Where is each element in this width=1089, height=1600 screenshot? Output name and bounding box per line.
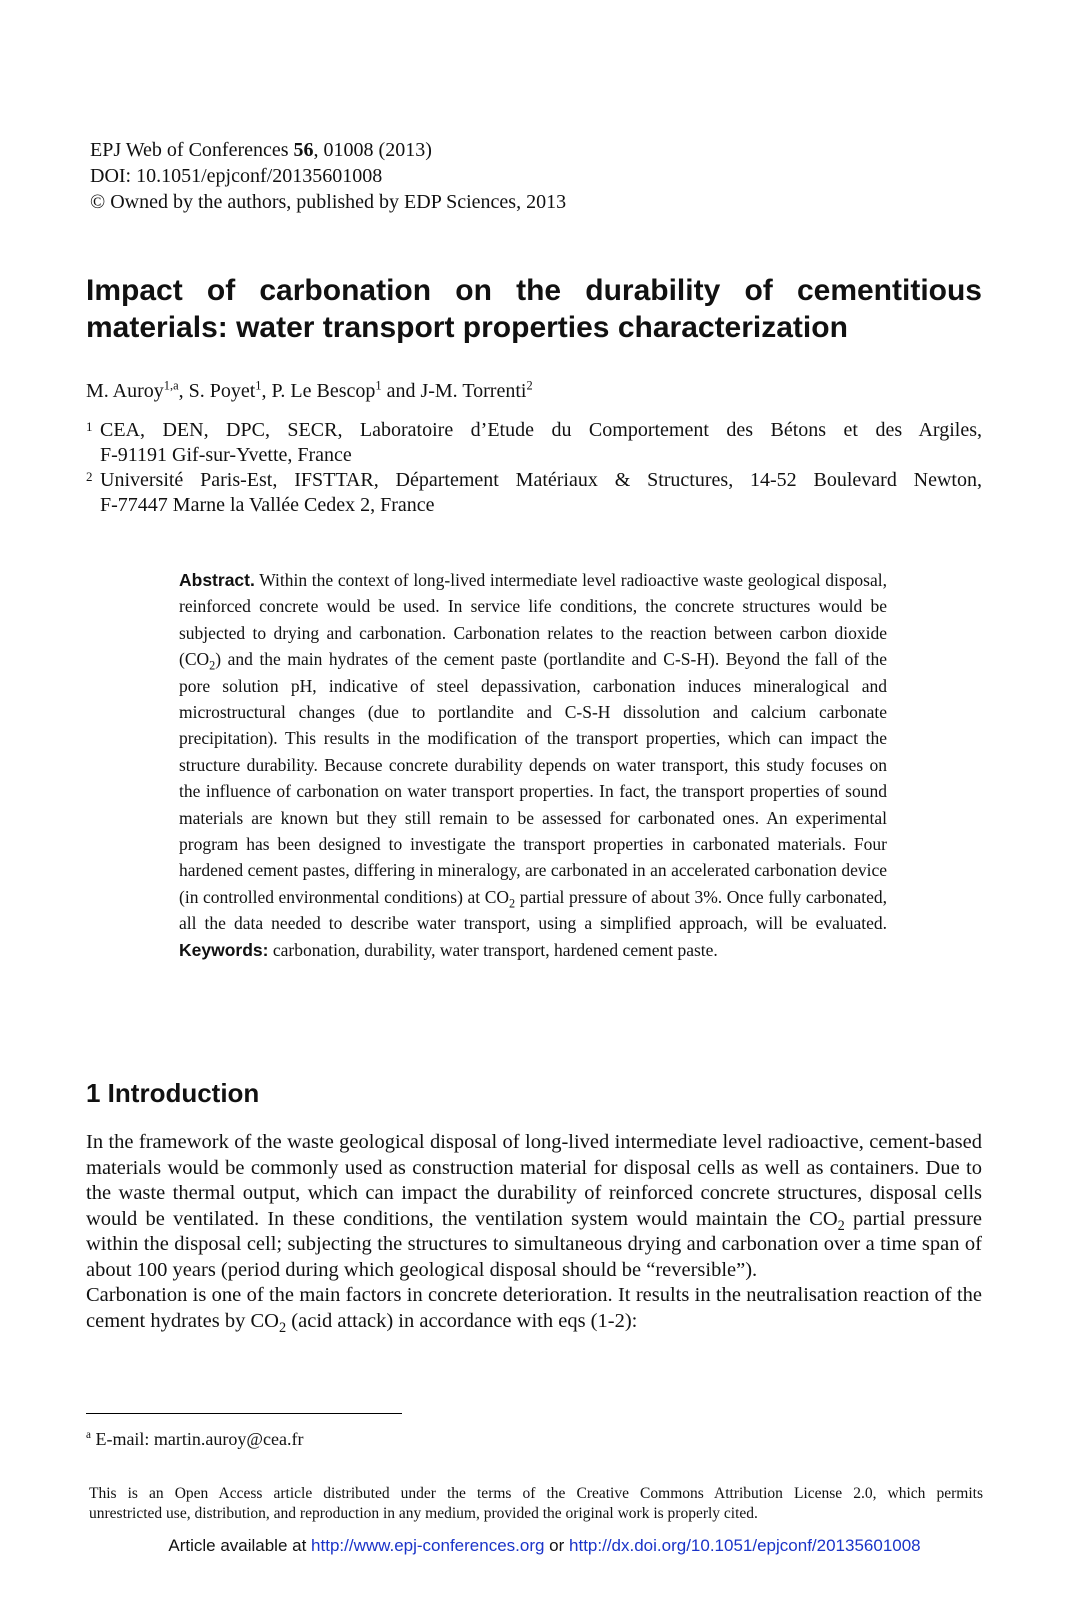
affiliation-line: Université Paris-Est, IFSTTAR, Département Matériaux & Structures, 14-52 Boulevard Newton,: [100, 469, 982, 491]
doi-line: DOI: 10.1051/epjconf/20135601008: [90, 165, 383, 187]
paragraph: Carbonation is one of the main factors in concrete deterioration. It results in the neutralisation reaction of the cement hydrates by $CO_2$ (acid attack) in accordance with eqs (1-2):: [86, 1284, 982, 1336]
affiliation-mark: 1: [86, 419, 93, 434]
paper-title-line-2: materials: water transport properties characterization: [86, 311, 848, 344]
affiliation-mark: 2: [86, 469, 93, 484]
copyright-line: © Owned by the authors, published by EDP Sciences, 2013: [90, 191, 567, 213]
paper-title-line-1: Impact of carbonation on the durability of cementitious: [86, 274, 982, 307]
doi-link[interactable]: http://dx.doi.org/10.1051/epjconf/20135601008: [569, 1536, 921, 1555]
author-list: [86, 378, 533, 404]
keywords: carbonation, durability, water transport, hardened cement paste.: [268, 939, 718, 960]
journal-citation: EPJ Web of Conferences 56, 01008 (2013): [90, 139, 432, 161]
affiliation-2: [86, 468, 982, 518]
author-name: and J-M. Torrenti: [381, 380, 527, 402]
paragraph: In the framework of the waste geological disposal of long-lived intermediate level radioactive, cement-based materials would be commonly used as construction material for disposal cells as well as containers. Due to the waste thermal output, which can impact the durability of reinforced concrete structures, disposal cells would be ventilated. In these conditions, the ventilation system would maintain the $CO_2$ partial pressure within the disposal cell; subjecting the structures to simultaneous drying and carbonation over a time span of about 100 years (period during which geological disposal should be “reversible”).: [86, 1131, 982, 1281]
abstract: Abstract. Within the context of long-lived intermediate level radioactive waste geological disposal, reinforced concrete would be used. In service life conditions, the concrete structures would be subjected to drying and carbonation. Carbonation relates to the reaction between carbon dioxide $(CO_2)$ and the main hydrates of the cement paste (portlandite and C-S-H). Beyond the fall of the pore solution pH, indicative of steel depassivation, carbonation induces mineralogical and microstructural changes (due to portlandite and C-S-H dissolution and calcium carbonate precipitation). This results in the modification of the transport properties, which can impact the structure durability. Because concrete durability depends on water transport, this study focuses on the influence of carbonation on water transport properties. In fact, the transport properties of sound materials are known but they still remain to be assessed for carbonated ones. An experimental program has been designed to investigate the transport properties in carbonated materials. Four hardened cement pastes, differing in mineralogy, are carbonated in an accelerated carbonation device (in controlled environmental conditions) at $CO_2$ partial pressure of about 3%. Once fully carbonated, all the data needed to describe water transport, using a simplified approach, will be evaluated. Keywords: carbonation, durability, water transport, hardened cement paste.: [179, 570, 887, 960]
section-heading-introduction: 1 Introduction: [86, 1078, 260, 1108]
affiliation-1: [86, 418, 982, 468]
footnote-divider: [86, 1413, 402, 1414]
license-notice: This is an Open Access article distributed under the terms of the Creative Commons Attribution License 2.0, which permits unrestricted use, distribution, and reproduction in any medium, provided the original work is properly cited.: [89, 1485, 983, 1522]
affiliation-line: CEA, DEN, DPC, SECR, Laboratoire d’Etude du Comportement des Bétons et des Argiles,: [100, 419, 982, 441]
author-name: , P. Le Bescop: [261, 380, 376, 402]
author-affiliation-mark: 1,a: [163, 378, 179, 393]
affiliation-line: F-77447 Marne la Vallée Cedex 2, France: [100, 494, 435, 516]
affiliation-list: [86, 418, 982, 518]
journal-volume: 56: [293, 139, 314, 161]
introduction-body: [86, 1130, 982, 1334]
author-name: , S. Poyet: [178, 380, 256, 402]
affiliation-line: F-91191 Gif-sur-Yvette, France: [100, 444, 352, 466]
abstract-label: Abstract.: [179, 570, 255, 590]
author-affiliation-mark: 1: [255, 378, 262, 393]
paper-title: [86, 272, 982, 346]
footnote: $^a$ E-mail: martin.auroy@cea.fr: [86, 1429, 304, 1449]
author-name: M. Auroy: [86, 380, 164, 402]
journal-header: [90, 137, 566, 215]
footnote-mark: a: [86, 1429, 91, 1441]
epj-conferences-link[interactable]: http://www.epj-conferences.org: [311, 1536, 545, 1555]
author-affiliation-mark: 2: [526, 378, 533, 393]
availability-line: Article available at http://www.epj-conferences.org or http://dx.doi.org/10.1051/epjconf/20135601008: [168, 1536, 921, 1555]
copyright-icon: ©: [90, 191, 106, 213]
keywords-label: Keywords:: [179, 939, 269, 960]
author-affiliation-mark: 1: [375, 378, 382, 393]
